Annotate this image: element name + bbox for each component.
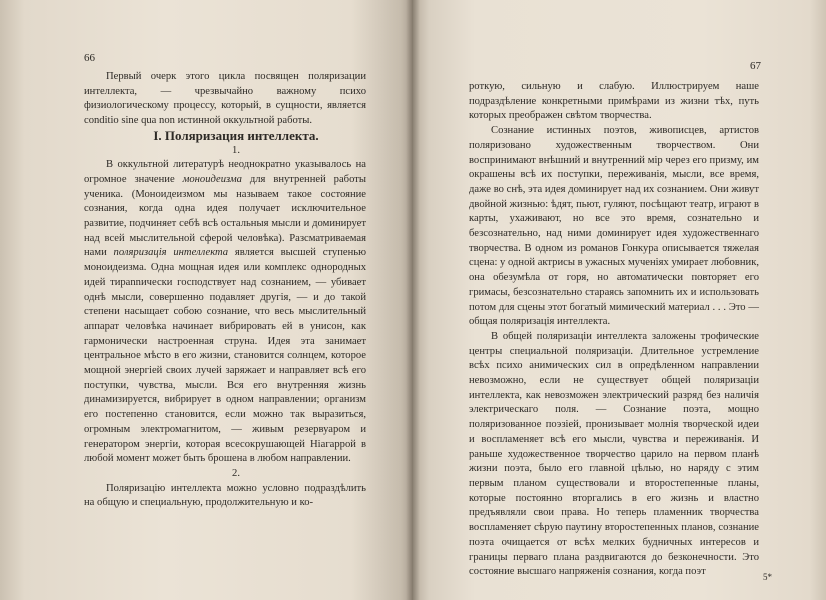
italic-term: моноидеизма <box>182 173 242 185</box>
page-number-right: 67 <box>750 60 761 72</box>
chapter-heading: I. Поляризация интеллекта. <box>153 127 319 143</box>
section-number-1: 1. <box>232 144 240 156</box>
signature-mark: 5* <box>763 572 772 582</box>
right-page <box>413 0 826 600</box>
paragraph-general-polarization: В общей поляризаціи интеллекта заложены трофические центры специальной поляризаціи. Длительное устремление всѣх психо анимических сил в опредѣленном направлении невозможно, если не существует общей поляризаціи интеллекта, как невозможен электрический разряд без наличія электрическаго поля. — Сознание поэта, мощно поляризованное поэзіей, пронизывает молнія творческой идеи и воспламеняет всѣ его мысли, чувства и переживанія. И раньше художественное творчество царило на первом планѣ жизни поэта, было его главной цѣлью, но наряду с этим первым планом существовали и второстепенные планы, которые постоянно вторгались в его жизнь и властно предъявляли свои права. Но теперь пламенник творчества воспламеняет сѣрую паутину второстепенных планов, сознание поэта очищается от всѣх мелких будничных интересов и границы перваго плана раздвигаются до безконечности. Это состояние высшаго напряженія сознания, когда поэт <box>469 330 759 578</box>
paragraph-text: В оккультной литературѣ неоднократно указывалось на огромное значение <box>84 159 366 185</box>
left-page-text <box>84 70 366 511</box>
paragraph-text: является высшей ступенью моноидеизма. Одна мощная идея или комплекс однородных идей тирannически господствует над сознанием, — убивает однѣ мысли, совершенно подавляет другія, — и до такой степени насыщает собою сознание, что весь мыслительный аппарат человѣка начинает вибрировать ей в унисон, как гармонически настроенная струна. Идея эта занимает центральное мѣсто в его жизни, становится солнцем, которое мощной энергіей своих лучей заряжает и направляет всѣ его поступки, чувства, мысли. Вся его внутренняя жизнь динамизируется, вибрирует в одном направлении; организм его постепенно становится, если можно так выразиться, огромным электромагнитом, — живым резервуаром и генератором энергіи, которая всесокрушающей Ніагаррой в любой момент может быть брошена в любом направлении. <box>84 247 366 465</box>
section-number-2: 2. <box>232 467 240 479</box>
italic-term: поляризація интеллекта <box>113 247 229 259</box>
paragraph-polarization <box>84 158 366 467</box>
page-number-left: 66 <box>84 52 95 64</box>
book-gutter <box>406 0 420 600</box>
paragraph-division: Поляризацію интеллекта можно условно подраздѣлить на общую и специальную, продолжительную и ко- <box>84 482 366 509</box>
right-page-text <box>469 80 759 580</box>
intro-paragraph: Первый очерк этого цикла посвящен поляризации интеллекта, — чрезвычайно важному психо физиологическому процессу, который, в сущности, является conditio sine qua non истинной оккультной работы. <box>84 71 366 127</box>
paragraph-artists: Сознание истинных поэтов, живописцев, артистов поляризовано художественным творчеством. Они воспринимают внѣшний и внутренний мір через его призму, им окрашены всѣ их поступки, переживанія, мысли, все время, даже во снѣ, эта идея доминирует над их сознанием. Они живут двойной жизнью: ѣдят, пьют, гуляют, посѣщают театр, играют в карты, ухаживают, но все это время, сознательно и безсознательно, над ними доминирует идея художественнаго творчества. В одном из романов Гонкура описывается тяжелая сцена: у одной актрисы в ужасных мученіях умирает любовник, она обезумѣла от горя, но автоматически повторяет его гримасы, безсознательно стараясь запомнить их и использовать потом для сцены этот богатый мимический материал . . . Это — общая поляризація интеллекта. <box>469 125 759 328</box>
paragraph-text: для внутренней работы ученика. (Моноидеизмом мы называем такое состояние сознания, когда одна идея получает исключительное развитие, подчиняет себѣ всѣ остальныя мысли и доминирует над всей мыслительной сферой человѣка). Разсматриваемая нами <box>84 173 366 259</box>
paragraph-continuation: роткую, сильную и слабую. Иллюстрируем наше подраздѣление конкретными примѣрами из жизни тѣх, путь которых преображен свѣтом творчества. <box>469 81 759 122</box>
